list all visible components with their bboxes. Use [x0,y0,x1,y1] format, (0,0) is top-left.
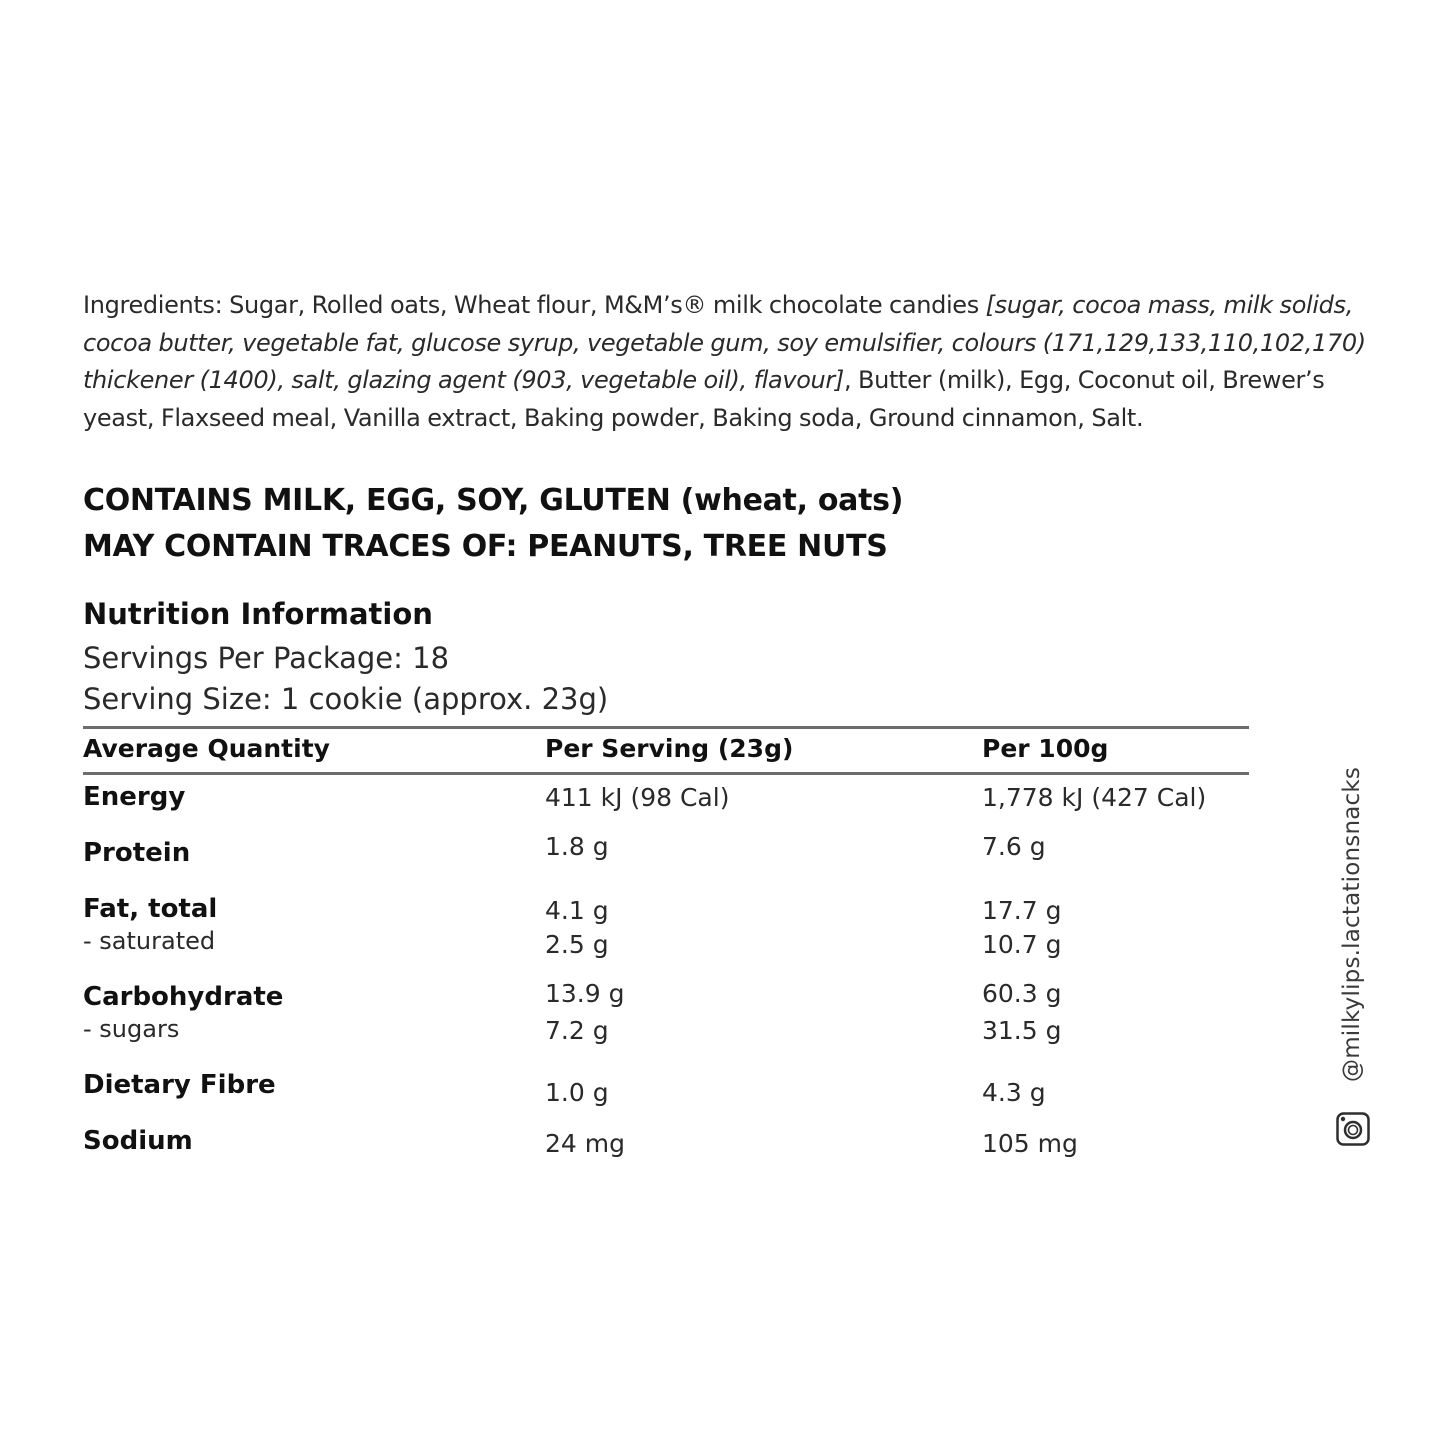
carbohydrate-per-100g: 60.3 g [982,979,1062,1008]
sodium-per-100g: 105 mg [982,1129,1078,1158]
serving-size: Serving Size: 1 cookie (approx. 23g) [83,682,609,716]
allergen-contains: CONTAINS MILK, EGG, SOY, GLUTEN (wheat, oats) [83,483,904,518]
protein-per-serving: 1.8 g [545,832,609,861]
nutrient-dietary-fibre: Dietary Fibre [83,1070,276,1100]
nutrition-title: Nutrition Information [83,597,433,631]
saturated-per-100g: 10.7 g [982,930,1062,959]
fat-total-per-serving: 4.1 g [545,896,609,925]
header-per-serving: Per Serving (23g) [545,734,794,763]
table-top-divider [83,726,1249,729]
carbohydrate-per-serving: 13.9 g [545,979,625,1008]
instagram-handle: @milkylips.lactationsnacks [1339,766,1365,1082]
nutrient-fat-total: Fat, total [83,894,218,924]
allergen-may-contain: MAY CONTAIN TRACES OF: PEANUTS, TREE NUTS [83,529,888,564]
sodium-per-serving: 24 mg [545,1129,625,1158]
header-per-100g: Per 100g [982,734,1109,763]
instagram-icon [1336,1112,1370,1146]
ingredients-candy-subingredients: [sugar, cocoa mass, milk solids, cocoa butter, vegetable fat, glucose syrup, vegetable gum, soy emulsifier, colours (171,129,133,110,102,170) thickener (1400), salt, glazing agent (903, vegetable oil), flavour] [83,291,1366,394]
nutrient-saturated: - saturated [83,927,216,955]
protein-per-100g: 7.6 g [982,832,1046,861]
energy-per-serving: 411 kJ (98 Cal) [545,783,730,812]
energy-per-100g: 1,778 kJ (427 Cal) [982,783,1207,812]
ingredients-remaining: , Butter (milk), Egg, Coconut oil, Brewer’s yeast, Flaxseed meal, Vanilla extract, Baking powder, Baking soda, Ground cinnamon, Salt. [83,366,1325,432]
dietary-fibre-per-100g: 4.3 g [982,1078,1046,1107]
nutrient-carbohydrate: Carbohydrate [83,982,284,1012]
nutrient-sodium: Sodium [83,1126,193,1156]
nutrient-protein: Protein [83,838,191,868]
sugars-per-100g: 31.5 g [982,1016,1062,1045]
ingredients-text [83,287,1373,437]
servings-per-package: Servings Per Package: 18 [83,641,450,675]
dietary-fibre-per-serving: 1.0 g [545,1078,609,1107]
nutrient-sugars: - sugars [83,1015,180,1043]
header-average-quantity: Average Quantity [83,734,330,763]
table-header-divider [83,772,1249,775]
fat-total-per-100g: 17.7 g [982,896,1062,925]
saturated-per-serving: 2.5 g [545,930,609,959]
ingredients-main: Ingredients: Sugar, Rolled oats, Wheat flour, M&M’s® milk chocolate candies [83,291,986,319]
sugars-per-serving: 7.2 g [545,1016,609,1045]
nutrient-energy: Energy [83,782,186,812]
